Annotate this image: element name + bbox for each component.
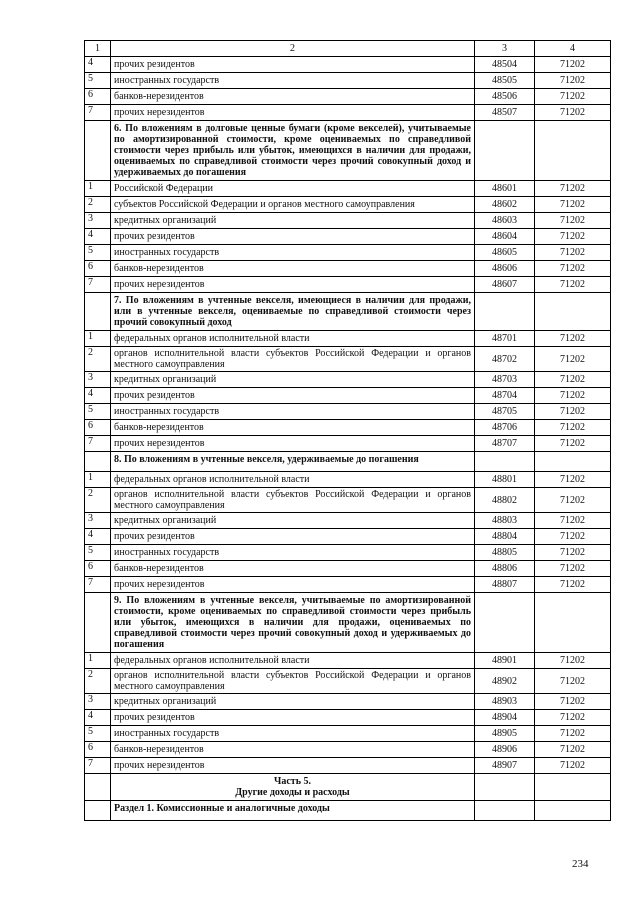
row-number: 7 [85,758,111,774]
empty-cell [535,452,611,472]
row-number: 3 [85,513,111,529]
table-row [85,372,611,388]
row-number: 4 [85,529,111,545]
row-label: кредитных организаций [111,513,475,529]
table-row [85,694,611,710]
section-heading-row [85,293,611,331]
symbol-code: 71202 [535,372,611,388]
table-row [85,710,611,726]
section-title-line: Часть 5. [274,776,311,787]
account-code: 48706 [475,420,535,436]
row-number: 5 [85,545,111,561]
empty-cell [85,121,111,181]
row-label: прочих нерезидентов [111,758,475,774]
table-row [85,105,611,121]
row-label: банков-нерезидентов [111,561,475,577]
account-code: 48504 [475,57,535,73]
table-row [85,545,611,561]
account-code: 48905 [475,726,535,742]
row-label: прочих нерезидентов [111,436,475,452]
section-title: 8. По вложениям в учтенные векселя, удерживаемые до погашения [111,452,475,472]
symbol-code: 71202 [535,694,611,710]
symbol-code: 71202 [535,545,611,561]
account-code: 48701 [475,331,535,347]
section-heading-row [85,593,611,653]
empty-cell [475,121,535,181]
row-label: федеральных органов исполнительной власти [111,331,475,347]
table-row [85,436,611,452]
row-number: 2 [85,669,111,694]
row-label: иностранных государств [111,726,475,742]
table-row [85,653,611,669]
table-row [85,331,611,347]
row-number: 7 [85,277,111,293]
account-code: 48801 [475,472,535,488]
account-code: 48806 [475,561,535,577]
empty-cell [85,774,111,801]
table-row [85,529,611,545]
account-code: 48805 [475,545,535,561]
table-row [85,513,611,529]
account-code: 48901 [475,653,535,669]
table-row [85,197,611,213]
table-row [85,277,611,293]
section-title: Раздел 1. Комиссионные и аналогичные доходы [111,801,475,821]
symbol-code: 71202 [535,261,611,277]
row-label: банков-нерезидентов [111,89,475,105]
row-label: прочих резидентов [111,388,475,404]
section-title-line: Другие доходы и расходы [235,787,350,798]
section-title: 9. По вложениям в учтенные векселя, учитываемые по амортизированной стоимости, кроме оцениваемых по справедливой стоимости через прибыль или убыток, имеющихся в наличии для продажи, оцениваемых по справедливой стоимости через прочий совокупный доход и удерживаемых до погашения [111,593,475,653]
row-label: органов исполнительной власти субъектов Российской Федерации и органов местного самоуправления [111,488,475,513]
account-code: 48707 [475,436,535,452]
symbol-code: 71202 [535,404,611,420]
symbol-code: 71202 [535,197,611,213]
symbol-code: 71202 [535,57,611,73]
row-label: прочих резидентов [111,229,475,245]
account-code: 48505 [475,73,535,89]
table-row [85,742,611,758]
empty-cell [475,801,535,821]
row-label: кредитных организаций [111,372,475,388]
account-code: 48802 [475,488,535,513]
header-col-1: 1 [85,41,111,57]
account-code: 48705 [475,404,535,420]
symbol-code: 71202 [535,277,611,293]
symbol-code: 71202 [535,105,611,121]
row-label: федеральных органов исполнительной власти [111,472,475,488]
account-code: 48603 [475,213,535,229]
header-col-4: 4 [535,41,611,57]
empty-cell [535,121,611,181]
row-number: 2 [85,347,111,372]
section-heading-row [85,121,611,181]
table-row [85,577,611,593]
row-label: иностранных государств [111,545,475,561]
table-row [85,261,611,277]
header-col-2: 2 [111,41,475,57]
account-code: 48604 [475,229,535,245]
account-code: 48602 [475,197,535,213]
row-label: банков-нерезидентов [111,420,475,436]
row-label: прочих нерезидентов [111,105,475,121]
symbol-code: 71202 [535,513,611,529]
row-number: 5 [85,726,111,742]
symbol-code: 71202 [535,245,611,261]
row-number: 2 [85,488,111,513]
row-label: банков-нерезидентов [111,742,475,758]
table-row [85,420,611,436]
symbol-code: 71202 [535,472,611,488]
row-number: 4 [85,388,111,404]
empty-cell [85,293,111,331]
symbol-code: 71202 [535,213,611,229]
account-code: 48703 [475,372,535,388]
account-code: 48903 [475,694,535,710]
account-code: 48704 [475,388,535,404]
account-code: 48902 [475,669,535,694]
row-number: 5 [85,404,111,420]
table-row [85,181,611,197]
row-number: 1 [85,181,111,197]
account-code: 48605 [475,245,535,261]
empty-cell [535,801,611,821]
symbol-code: 71202 [535,669,611,694]
empty-cell [535,293,611,331]
empty-cell [475,774,535,801]
row-label: прочих резидентов [111,710,475,726]
empty-cell [85,801,111,821]
symbol-code: 71202 [535,181,611,197]
section-heading-row [85,801,611,821]
symbol-code: 71202 [535,561,611,577]
account-code: 48607 [475,277,535,293]
row-label: прочих резидентов [111,57,475,73]
row-number: 7 [85,105,111,121]
row-label: прочих нерезидентов [111,577,475,593]
section-title: 7. По вложениям в учтенные векселя, имеющиеся в наличии для продажи, или в учтенные векселя, оцениваемые по справедливой стоимости через прочий совокупный доход [111,293,475,331]
account-code: 48507 [475,105,535,121]
table-row [85,488,611,513]
symbol-code: 71202 [535,577,611,593]
row-number: 6 [85,89,111,105]
row-number: 6 [85,261,111,277]
account-code: 48506 [475,89,535,105]
empty-cell [85,452,111,472]
row-label: органов исполнительной власти субъектов Российской Федерации и органов местного самоуправления [111,669,475,694]
account-code: 48606 [475,261,535,277]
account-code: 48907 [475,758,535,774]
account-code: 48904 [475,710,535,726]
symbol-code: 71202 [535,388,611,404]
symbol-code: 71202 [535,347,611,372]
accounts-table [84,40,611,821]
symbol-code: 71202 [535,229,611,245]
table-body [85,41,611,821]
row-label: Российской Федерации [111,181,475,197]
table-row [85,561,611,577]
section-title: 6. По вложениям в долговые ценные бумаги (кроме векселей), учитываемые по амортизированной стоимости, кроме оцениваемых по справедливой стоимости через прибыль или убыток, имеющихся в наличии для продажи, оцениваемых по справедливой стоимости через прочий совокупный доход и удерживаемых до погашения [111,121,475,181]
row-number: 5 [85,73,111,89]
page-number: 234 [572,858,589,870]
symbol-code: 71202 [535,710,611,726]
row-label: органов исполнительной власти субъектов Российской Федерации и органов местного самоуправления [111,347,475,372]
row-number: 6 [85,420,111,436]
table-row [85,347,611,372]
row-label: иностранных государств [111,73,475,89]
row-label: банков-нерезидентов [111,261,475,277]
account-code: 48702 [475,347,535,372]
table-row [85,404,611,420]
symbol-code: 71202 [535,488,611,513]
row-number: 2 [85,197,111,213]
table-row [85,213,611,229]
symbol-code: 71202 [535,726,611,742]
empty-cell [475,293,535,331]
row-number: 7 [85,436,111,452]
table-header-row [85,41,611,57]
row-number: 1 [85,472,111,488]
row-number: 1 [85,331,111,347]
account-code: 48906 [475,742,535,758]
row-label: прочих нерезидентов [111,277,475,293]
table-row [85,73,611,89]
table-row [85,57,611,73]
empty-cell [475,593,535,653]
table-row [85,388,611,404]
row-number: 3 [85,213,111,229]
empty-cell [85,593,111,653]
row-number: 4 [85,710,111,726]
symbol-code: 71202 [535,420,611,436]
empty-cell [475,452,535,472]
empty-cell [535,774,611,801]
symbol-code: 71202 [535,89,611,105]
table-row [85,245,611,261]
symbol-code: 71202 [535,653,611,669]
row-label: федеральных органов исполнительной власти [111,653,475,669]
symbol-code: 71202 [535,73,611,89]
header-col-3: 3 [475,41,535,57]
section-heading-row [85,774,611,801]
row-number: 6 [85,742,111,758]
table-row [85,229,611,245]
table-row [85,472,611,488]
empty-cell [535,593,611,653]
account-code: 48803 [475,513,535,529]
symbol-code: 71202 [535,436,611,452]
account-code: 48601 [475,181,535,197]
row-label: прочих резидентов [111,529,475,545]
row-number: 3 [85,694,111,710]
account-code: 48807 [475,577,535,593]
symbol-code: 71202 [535,331,611,347]
row-label: иностранных государств [111,245,475,261]
row-number: 6 [85,561,111,577]
section-heading-row [85,452,611,472]
table-row [85,669,611,694]
row-label: субъектов Российской Федерации и органов местного самоуправления [111,197,475,213]
row-number: 5 [85,245,111,261]
row-number: 4 [85,57,111,73]
row-number: 1 [85,653,111,669]
row-number: 3 [85,372,111,388]
section-title [111,774,475,801]
table-row [85,758,611,774]
row-label: кредитных организаций [111,213,475,229]
symbol-code: 71202 [535,529,611,545]
row-number: 7 [85,577,111,593]
row-number: 4 [85,229,111,245]
row-label: иностранных государств [111,404,475,420]
table-row [85,89,611,105]
symbol-code: 71202 [535,742,611,758]
account-code: 48804 [475,529,535,545]
table-row [85,726,611,742]
row-label: кредитных организаций [111,694,475,710]
symbol-code: 71202 [535,758,611,774]
